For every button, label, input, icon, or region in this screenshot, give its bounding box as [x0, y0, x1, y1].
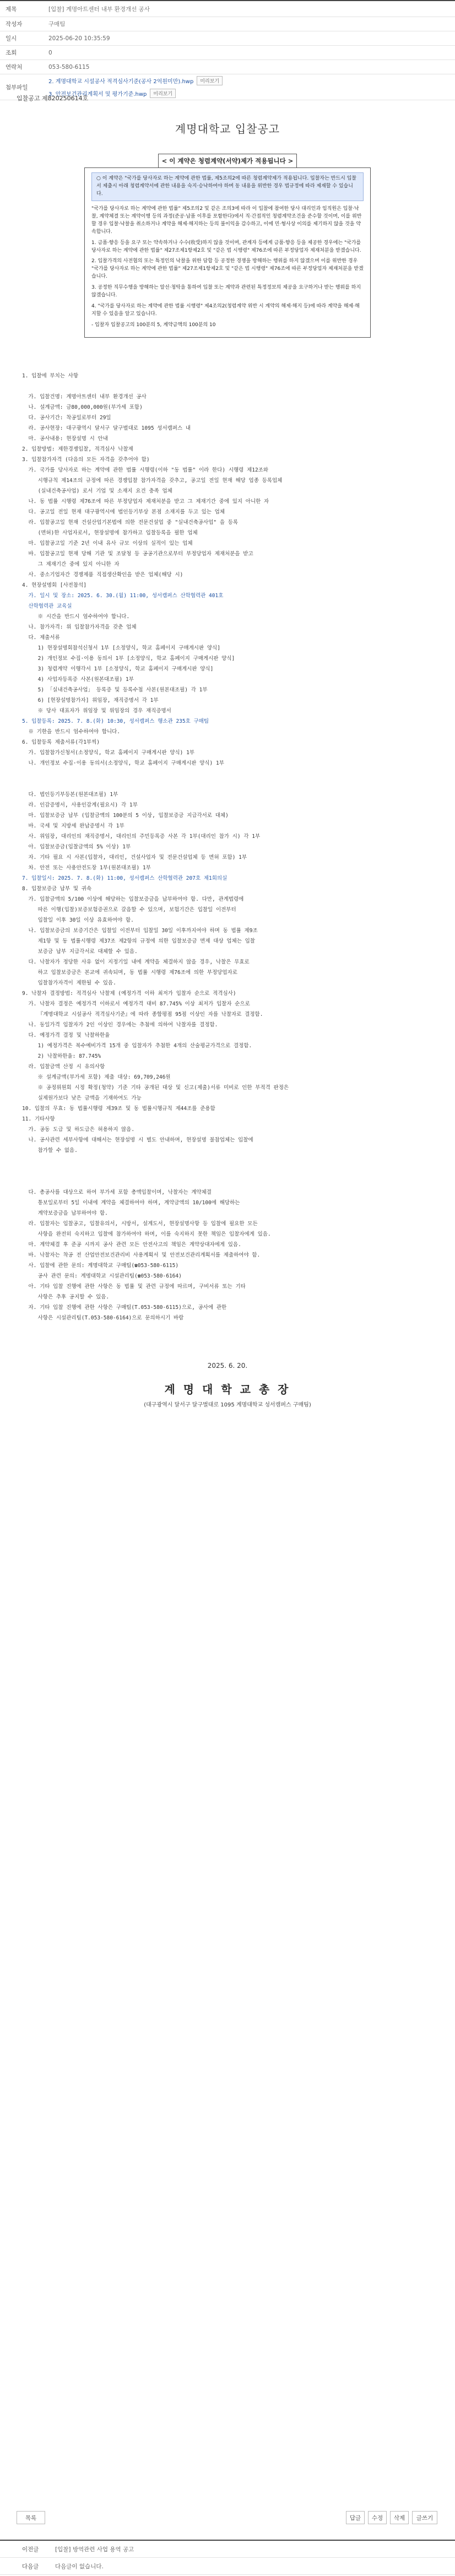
- content-line: 실제원가보다 낮은 금액을 기재하여도 가능: [22, 1095, 142, 1101]
- content-line: 아. 기타 입찰 진행에 관한 사항은 동 법률 및 관련 규정에 따르며, 구비서류 또는 기타: [22, 1283, 246, 1290]
- post-contact: 053-580-6115: [48, 63, 90, 71]
- content-line: 마. 계약체결 후 준공 시까지 공사 관련 모든 안전사고의 책임은 계약상대자에게 있음.: [22, 1241, 241, 1248]
- content-line: (면허)한 사업자로서, 현장설명에 참가하고 입찰등록을 필한 업체: [22, 529, 198, 536]
- meta-row-author: [0, 17, 455, 31]
- footer-issuer: 계 명 대 학 교 총 장: [164, 1382, 291, 1396]
- list-button[interactable]: 목록: [17, 2511, 45, 2524]
- content-line: 6. 입찰등록 제출서류(각1부씩): [22, 739, 100, 745]
- notice-paragraph: "국가를 당사자로 하는 계약에 관한 법률" 제5조의2 및 같은 조의3에 따라 이 입찰에 참여한 당사 대리인과 임직원은 입찰·낙찰, 계약체결 또는 계약이행 등의 과정(준공·납품 이후를 포함한다)에서 직·간접적인 청렴계약조건을 준수할 것이며, 이를 위반할 경우 입찰·낙찰을 취소하거나 계약을 해제·해지하는 등의 불이익을 감수하고, 이에 민·형사상 이의를 제기하지 않을 것을 약속합니다.: [91, 205, 362, 235]
- content-line: 다. 공사기간: 착공일로부터 29일: [22, 414, 111, 421]
- content-line: 5. 입찰등록: 2025. 7. 8.(화) 10:30, 성서캠퍼스 행소관 235호 구매팀: [22, 718, 209, 724]
- write-button[interactable]: 글쓰기: [412, 2511, 437, 2524]
- content-line: 마. 공사내용: 현장설명 시 안내: [22, 435, 108, 442]
- notice-paragraph: 1. 금품·향응 등을 요구 또는 약속하거나 수수(收受)하지 않을 것이며, 관계자 등에게 금품·향응 등을 제공한 경우에는 "국가를 당사자로 하는 계약에 관한 법률" 제27조제1항제2호 및 "같은 법 시행령" 제76조에 따른 부정당업자 제재처분을 받겠습니다.: [91, 240, 361, 253]
- content-line: 자. 기타 필요 시 사본(입찰자, 대리인, 건설사업자 및 전문건설업체 등 면허 포함) 1부: [22, 854, 247, 861]
- post-views: 0: [48, 49, 52, 56]
- preview-button[interactable]: 미리보기: [150, 89, 176, 98]
- content-line: ※ 당사 대표자가 위임장 및 위임장의 경우 재직증명서: [22, 707, 171, 714]
- content-line: 마. 입찰보증금 납부 (입찰금액의 100분의 5 이상, 입찰보증금 지급각서로 대체): [22, 812, 229, 819]
- post-author: 구매팀: [48, 21, 66, 28]
- content-line: (실내건축공사업) 로서 기업 및 소재지 요건 충족 업체: [22, 488, 172, 494]
- content-line: 마. 입찰공고일 기준 2년 이내 유사 규모 이상의 실적이 있는 업체: [22, 540, 193, 546]
- prev-post-label: 이전글: [22, 2546, 39, 2553]
- content-line: 사항은 시설관리팀(T.053-580-6164)으로 문의하시기 바람: [22, 1314, 184, 1321]
- content-line: ※ 시간을 반드시 엄수하여야 합니다.: [22, 613, 130, 620]
- content-line: 입찰일 이후 30일 이상 유효하여야 함.: [22, 917, 134, 923]
- content-line: 3) 청렴계약 이행각서 1부 [소정양식, 학교 홈페이지 구매게시판 양식]: [22, 665, 214, 672]
- content-line: 가. 일시 및 장소: 2025. 6. 30.(월) 11:00, 성서캠퍼스 산학협력관 401호: [22, 592, 224, 599]
- content-line: 자. 기타 입찰 진행에 관한 사항은 구매팀(T.053-580-6115)으로, 공사에 관한: [22, 1304, 227, 1311]
- prev-post-row[interactable]: [0, 2541, 455, 2558]
- content-line: 차. 안전 또는 사용안전도장 1부(원본대조필) 1부: [22, 864, 151, 871]
- content-line: 사. 중소기업자간 경쟁제품 직접생산확인을 받은 업체(해당 시): [22, 571, 183, 578]
- content-line: 7. 입찰일시: 2025. 7. 8.(화) 11:00, 성서캠퍼스 산학협력관 207호 제1회의실: [22, 875, 228, 881]
- content-line: 따른 이행(입찰)보증보험증권으로 갈음할 수 있으며, 보험기간은 입찰일 이전부터: [22, 906, 236, 913]
- content-line: 6) [현장설명참가자] 위임장, 재직증명서 각 1부: [22, 697, 159, 703]
- content-line: 다. 예정가격 결정 및 낙찰하한율: [22, 1032, 110, 1038]
- content-line: 9. 낙찰자 결정방법: 적격심사 낙찰제 (예정가격 이하 최저가 입찰자 순으로 적격심사): [22, 990, 236, 997]
- content-line: 8. 입찰보증금 납부 및 귀속: [22, 885, 92, 892]
- content-line: 라. 인감증명서, 사용인감계(필요시) 각 1부: [22, 802, 138, 808]
- post-date: 2025-06-20 10:35:59: [48, 35, 110, 42]
- content-line: 가. 낙찰자 결정은 예정가격 이하로서 예정가격 대비 87.745% 이상 최저가 입찰자 순으로: [22, 1000, 250, 1007]
- content-line: 참가할 수 없음.: [22, 1147, 78, 1154]
- meta-label: 첨부파일: [6, 84, 28, 91]
- content-line: ※ 기한을 반드시 엄수하여야 합니다.: [22, 728, 121, 735]
- content-line: 사항은 추후 공지할 수 있음.: [22, 1294, 110, 1300]
- content-line: [22, 1156, 441, 1166]
- post-actions: [0, 2501, 455, 2534]
- content-line: 바. 낙찰자는 착공 전 산업안전보건관리비 사용계획서 및 안전보건관리계획서를 제출하여야 함.: [22, 1252, 261, 1258]
- delete-button[interactable]: 삭제: [390, 2511, 409, 2524]
- content-line: 바. 국세 및 지방세 완납증명서 각 1부: [22, 822, 124, 829]
- content-line: 그 제재기간 중에 있지 아니한 자: [22, 561, 120, 567]
- notice-paragraph: - 입찰자 입찰공고의 100분의 5, 계약금액의 100분의 10: [91, 322, 216, 328]
- post-navigation: [0, 2540, 455, 2575]
- content-line: 4) 사업자등록증 사본(원본대조필) 1부: [22, 676, 134, 683]
- meta-label: 제목: [6, 6, 17, 13]
- content-line: 4. 현장설명회 [사전참석]: [22, 582, 86, 588]
- attachment-link[interactable]: 3. 안전보건관리계획서 및 평가기준.hwp: [48, 91, 147, 98]
- content-line: 나. 동 법률 시행령 제76조에 따른 부정당업자 제재처분을 받고 그 제재기간 중에 있지 아니한 자: [22, 498, 269, 505]
- content-line: [22, 381, 441, 392]
- announcement-number: 입찰공고 제820250614호: [17, 95, 89, 102]
- preview-button[interactable]: 미리보기: [197, 76, 223, 85]
- content-line: 라. 입찰공고일 현재 건설산업기본법에 의한 전문건설업 중 "실내건축공사업" 을 등록: [22, 519, 239, 526]
- notice-paragraph: 3. 공정한 직무수행을 방해하는 알선·청탁을 통하여 입찰 또는 계약과 관련된 특정정보의 제공을 요구하거나 받는 행위를 하지 않겠습니다.: [91, 285, 361, 299]
- content-line: 나. 개인정보 수집·이용 동의서(소정양식, 학교 홈페이지 구매게시판 양식) 1부: [22, 760, 224, 766]
- content-line: [22, 1166, 441, 1177]
- content-line: 다. 법인등기부등본(원본대조필) 1부: [22, 791, 118, 798]
- prev-post-link[interactable]: [입찰] 방역관련 사업 용역 공고: [55, 2546, 134, 2553]
- content-line: 가. 입찰참가신청서(소정양식, 학교 홈페이지 구매게시판 양식) 1부: [22, 749, 194, 756]
- attachment-link[interactable]: 2. 계명대학교 시설공사 적격심사기준(공사 2억원미만).hwp: [48, 79, 194, 85]
- content-line: 다. 총공사를 대상으로 하여 부가세 포함 총액입찰이며, 낙찰자는 계약체결: [22, 1189, 212, 1195]
- meta-label: 일시: [6, 35, 17, 42]
- meta-row-title: [0, 0, 455, 17]
- content-line: 다. 공고일 전일 현재 대구광역시에 법인등기부상 본점 소재지를 두고 있는 업체: [22, 508, 225, 515]
- content-line: 1. 입찰에 부치는 사항: [22, 372, 79, 379]
- notice-paragraph: 4. "국가를 당사자로 하는 계약에 관한 법률 시행령" 제4조의2(청렴계약 위반 시 계약의 해제·해지 등)에 따라 계약을 해제·해지할 수 있음을 알고 있습니다.: [91, 304, 360, 317]
- content-line: 통보일로부터 5일 이내에 계약을 체결하여야 하며, 계약금액의 10/100에 해당하는: [22, 1199, 240, 1206]
- content-line: [22, 769, 441, 779]
- content-line: 시행규칙 제14조의 규정에 따른 경쟁입찰 참가자격을 갖추고, 공고일 전일 현재 해당 업종 등록업체: [22, 477, 283, 484]
- content-line: 『계명대학교 시설공사 적격심사기준』에 따라 종합평점 95점 이상인 자를 낙찰자로 결정함.: [22, 1011, 263, 1018]
- meta-row-views: [0, 46, 455, 60]
- content-line: 산학협력관 교육실: [22, 603, 72, 609]
- notice-paragraph: 2. 입찰가격의 사전협의 또는 특정인의 낙찰을 위한 담합 등 공정한 경쟁을 방해하는 행위를 하지 않겠으며 이를 위반한 경우 "국가를 당사자로 하는 계약에 관한 법률" 제27조제1항제2호 및 "같은 법 시행령" 제76조에 따른 부정당업자 제재처분을 받겠습니다.: [91, 258, 364, 280]
- content-line: 3. 입찰참가자격 (다음의 모든 자격을 갖추어야 함): [22, 456, 150, 463]
- content-line: [22, 779, 441, 789]
- content-line: 나. 동일가격 입찰자가 2인 이상인 경우에는 추첨에 의하여 낙찰자를 결정함.: [22, 1021, 218, 1028]
- content-line: 다. 낙찰자가 정당한 사유 없이 지정기일 내에 계약을 체결하지 않을 경우, 낙찰은 무효로: [22, 959, 250, 965]
- content-line: 공사 관련 문의: 계명대학교 시설관리팀(☎053-580-6164): [22, 1273, 182, 1279]
- content-line: 하고 입찰보증금은 본교에 귀속되며, 동 법률 시행령 제76조에 의한 부정당업자로: [22, 969, 237, 976]
- content-line: ※ 공정위원회 시정 확정(청약) 기준 기타 공개된 대상 및 신고(제출)서류 미비로 인한 부적격 판정은: [22, 1084, 289, 1091]
- next-post-label: 다음글: [22, 2563, 39, 2570]
- integrity-notice: [84, 154, 371, 338]
- content-line: 사. 입찰에 관한 문의: 계명대학교 구매팀(☎053-580-6115): [22, 1262, 179, 1269]
- content-line: 사항을 완전히 숙지하고 입찰에 참가하여야 하며, 이를 숙지하지 못한 책임은 입찰자에게 있음.: [22, 1231, 271, 1237]
- notice-highlight: ○ 이 계약은 "국가를 당사자로 하는 계약에 관한 법률, 제5조의2에 따른 청렴계약제가 적용됩니다. 입찰자는 반드시 입찰서 제출시 아래 청렴계약서에 관한 내용을 숙지·승낙하여야 하며 동 내용을 위반한 경우 법규정에 따라 제재할 수 있습니다.: [91, 172, 364, 201]
- content-line: 보증금 납부 지급각서로 대체할 수 있음.: [22, 948, 138, 955]
- footer-address: (대구광역시 달서구 달구벌대로 1095 계명대학교 성서캠퍼스 구매팀): [144, 1401, 311, 1408]
- content-line: 바. 입찰공고일 현재 당해 기관 및 조달청 등 공공기관으로부터 부정당업자 제재처분을 받고: [22, 550, 253, 557]
- content-line: 나. 입찰보증금의 보증기간은 입찰일 이전부터 입찰일 30일 이후까지여야 하며 동 법률 제9조: [22, 927, 258, 934]
- edit-button[interactable]: 수정: [368, 2511, 387, 2524]
- announcement-title: 계명대학교 입찰공고: [175, 122, 280, 136]
- content-line: 가. 국가를 당사자로 하는 계약에 관한 법률 시행령(이하 "동 법률" 이라 한다) 시행령 제12조와: [22, 467, 269, 473]
- content-line: 다. 제출서류: [22, 634, 60, 641]
- attachment-item: [48, 76, 223, 85]
- meta-row-contact: [0, 60, 455, 74]
- content-line: 2) 개인정보 수집·이용 동의서 1부 [소정양식, 학교 홈페이지 구매게시판 양식]: [22, 655, 235, 662]
- content-line: 가. 공동 도급 및 하도급은 허용하지 않음.: [22, 1126, 135, 1133]
- next-post-value: 다음글이 없습니다.: [55, 2563, 104, 2570]
- reply-button[interactable]: 답글: [346, 2511, 365, 2524]
- content-line: 라. 입찰금액 산정 시 유의사항: [22, 1063, 105, 1070]
- announcement-content: [0, 371, 441, 1323]
- content-line: 제1항 및 동 법률시행령 제37조 제2항의 규정에 의한 입찰보증금 면제 대상 업체는 입찰: [22, 938, 255, 944]
- notice-heading: < 이 계약은 청렴계약(서약)제가 적용됩니다 >: [158, 154, 297, 168]
- post-title: [입찰] 계명아트센터 내부 환경개선 공사: [48, 6, 150, 13]
- content-line: 2) 낙찰하한율: 87.745%: [22, 1053, 101, 1059]
- meta-row-date: [0, 31, 455, 46]
- footer-date: 2025. 6. 20.: [207, 1361, 248, 1370]
- meta-label: 연락처: [6, 64, 23, 71]
- notice-box: [84, 167, 371, 338]
- content-line: 2. 입찰방법: 제한경쟁입찰, 적격심사 낙찰제: [22, 446, 133, 452]
- announcement-footer: [0, 1362, 455, 1408]
- content-line: 나. 참가자격: 위 입찰참가자격을 갖춘 업체: [22, 624, 137, 630]
- content-line: 11. 기타사항: [22, 1116, 55, 1122]
- content-line: 5) 「실내건축공사업」 등록증 및 등록수첩 사본(원본대조필) 각 1부: [22, 686, 208, 693]
- content-line: 라. 입찰자는 입찰공고, 입찰유의서, 시방서, 설계도서, 현장설명사항 등 입찰에 필요한 모든: [22, 1220, 258, 1227]
- next-post-row: [0, 2558, 455, 2575]
- post-body: [0, 94, 455, 1408]
- content-line: 입찰참가자격이 제한될 수 있음.: [22, 979, 116, 986]
- meta-label: 작성자: [6, 21, 23, 28]
- content-line: 10. 입찰의 무효: 동 법률시행령 제39조 및 동 법률시행규칙 제44조를 준용함: [22, 1105, 215, 1112]
- content-line: 아. 입찰보증금(입찰금액의 5% 이상) 1부: [22, 843, 131, 850]
- content-line: ※ 설계금액(부가세 포함) 제출 대상: 69,709,246원: [22, 1074, 171, 1080]
- post-meta: [0, 0, 455, 100]
- content-line: 1) 현장설명회참석신청서 1부 [소정양식, 학교 홈페이지 구매게시판 양식]: [22, 645, 220, 651]
- content-line: 나. 설계금액: 금80,000,000원(부가세 포함): [22, 404, 143, 410]
- content-line: 사. 위임장, 대리인의 재직증명서, 대리인의 주민등록증 사본 각 1부(대리인 참가 시) 각 1부: [22, 833, 261, 840]
- content-line: 라. 공사현장: 대구광역시 달서구 달구벌대로 1095 성서캠퍼스 내: [22, 425, 191, 431]
- content-line: [22, 1177, 441, 1187]
- content-line: 가. 입찰금액의 5/100 이상에 해당하는 입찰보증금을 납부하여야 함. 다만, 관계법령에: [22, 896, 244, 902]
- content-line: 나. 공사관련 세부사항에 대해서는 현장설명 시 별도 안내하며, 현장설명 불참업체는 입찰에: [22, 1137, 253, 1143]
- meta-label: 조회: [6, 50, 17, 56]
- content-line: 가. 입찰건명: 계명아트센터 내부 환경개선 공사: [22, 393, 147, 400]
- content-line: 계약보증금을 납부하여야 함.: [22, 1210, 108, 1216]
- content-line: 1) 예정가격은 복수예비가격 15개 중 입찰자가 추첨한 4개의 산술평균가격으로 결정함.: [22, 1042, 252, 1049]
